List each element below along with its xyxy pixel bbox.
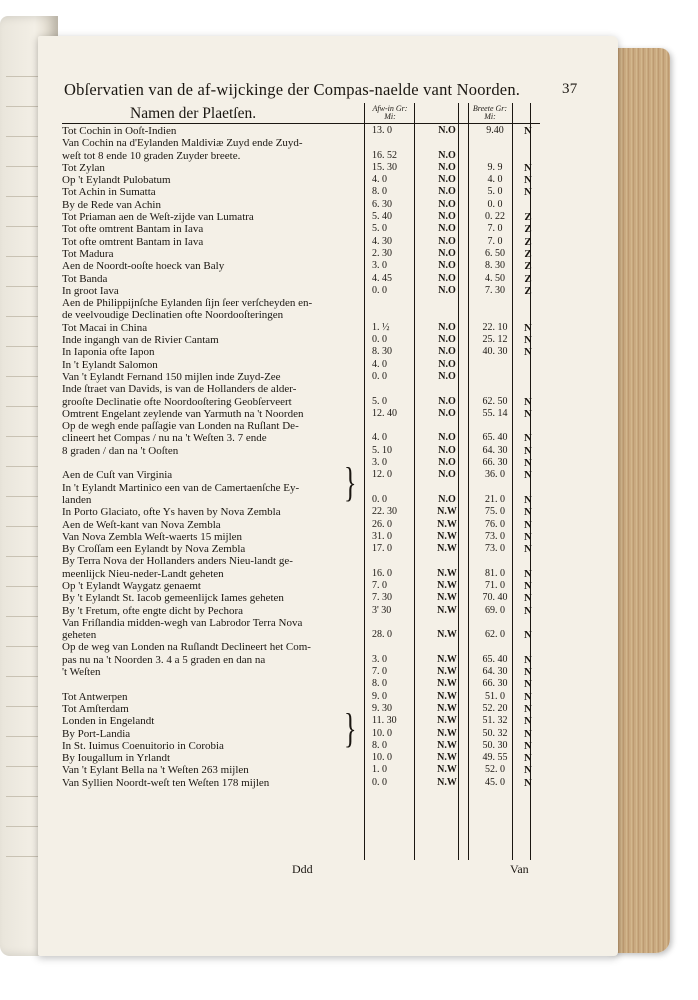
- place-name: geheten: [62, 629, 97, 642]
- brace-ruslandt: }: [344, 705, 357, 752]
- latitude-value: 6. 50: [485, 247, 505, 259]
- hemisphere-value: N: [524, 334, 532, 347]
- latitude-value: 62. 50: [482, 395, 508, 407]
- table-row: [62, 592, 542, 604]
- table-row: [62, 260, 542, 272]
- place-name: Tot Achin in Sumatta: [62, 186, 156, 199]
- place-name: In Porto Glaciato, ofte Ys haven by Nova Zembla: [62, 506, 281, 519]
- table-row: [62, 752, 542, 764]
- latitude-value: 5. 0: [487, 186, 503, 198]
- direction-value: N.W: [437, 506, 457, 518]
- hemisphere-value: N: [524, 321, 532, 334]
- table-row: [62, 543, 542, 555]
- direction-value: N.O: [438, 247, 456, 259]
- direction-value: N.W: [437, 678, 457, 690]
- place-name: Omtrent Engelant zeylende van Yarmuth na 't Noorden: [62, 407, 304, 420]
- latitude-value: 65. 40: [482, 653, 508, 665]
- place-name: Aen de Philippijnſche Eylanden ſijn ſeer verſcheyden en-: [62, 297, 313, 310]
- declination-value: 13. 0: [372, 125, 392, 136]
- direction-value: N.W: [437, 715, 457, 727]
- hemisphere-value: N: [524, 739, 532, 752]
- table-row: [62, 174, 542, 186]
- table-row: [62, 703, 542, 715]
- declination-value: 31. 0: [372, 530, 392, 542]
- hemisphere-value: N: [524, 432, 532, 445]
- latitude-value: 62. 0: [485, 629, 505, 641]
- table-row: [62, 568, 542, 580]
- declination-value: 9. 0: [372, 690, 387, 702]
- direction-value: N.O: [438, 358, 456, 370]
- page-block-edge: [610, 48, 670, 953]
- latitude-value: 66. 30: [482, 678, 508, 690]
- place-name: By 't Eylandt St. Iacob gemeenlijck Iames geheten: [62, 592, 284, 605]
- place-name: By Croſſam een Eylandt by Nova Zembla: [62, 543, 246, 556]
- hemisphere-value: Z: [524, 235, 532, 248]
- direction-value: N.O: [438, 174, 456, 186]
- table-row: [62, 371, 542, 383]
- table-row: [62, 199, 542, 211]
- declination-value: 10. 0: [372, 727, 392, 739]
- latitude-value: 64. 30: [482, 444, 508, 456]
- latitude-value: 36. 0: [485, 469, 505, 481]
- declination-value: 4. 45: [372, 272, 392, 284]
- declination-value: 26. 0: [372, 518, 392, 530]
- latitude-value: 75. 0: [485, 506, 505, 518]
- page-number: 37: [562, 81, 578, 97]
- place-name: Tot Cochin in Ooſt-Indien: [62, 125, 177, 137]
- place-name: In 't Eylandt Salomon: [62, 358, 158, 371]
- table-row: [62, 506, 542, 518]
- table-row: [62, 740, 542, 752]
- table-row: [62, 629, 542, 641]
- latitude-value: 49. 55: [482, 752, 508, 764]
- hemisphere-value: N: [524, 493, 532, 506]
- hemisphere-value: N: [524, 346, 532, 359]
- hemisphere-value: N: [524, 629, 532, 642]
- direction-value: N.O: [438, 284, 456, 296]
- declination-value: 4. 0: [372, 432, 387, 444]
- declination-value: 16. 52: [372, 149, 397, 161]
- hemisphere-value: Z: [524, 260, 532, 273]
- declination-value: 12. 0: [372, 469, 392, 481]
- table-row: [62, 605, 542, 617]
- place-name: In Iaponia ofte Iapon: [62, 346, 155, 359]
- latitude-value: 52. 0: [485, 764, 505, 776]
- place-name: By Iougallum in Yrlandt: [62, 752, 171, 765]
- place-name: 8 graden / dan na 't Ooſten: [62, 444, 179, 457]
- latitude-value: 7. 0: [487, 223, 503, 235]
- direction-value: N.W: [437, 518, 457, 530]
- hemisphere-value: N: [524, 174, 532, 187]
- place-name: de veelvoudige Declinatien ofte Noordooſteringen: [62, 309, 284, 322]
- declination-value: 4. 30: [372, 235, 392, 247]
- latitude-value: 70. 40: [482, 592, 508, 604]
- declination-value: 1. 0: [372, 764, 387, 776]
- hemisphere-value: N: [524, 653, 532, 666]
- declination-value: 5. 0: [372, 395, 387, 407]
- direction-value: N.W: [437, 604, 457, 616]
- table-row: [62, 334, 542, 346]
- direction-value: N.W: [437, 764, 457, 776]
- hemisphere-value: N: [524, 543, 532, 556]
- declination-value: 5. 0: [372, 223, 387, 235]
- signature-mark: Ddd: [292, 862, 313, 876]
- latitude-value: 55. 14: [482, 407, 508, 419]
- direction-value: N.O: [438, 186, 456, 198]
- place-name: Inde ingangh van de Rivier Cantam: [62, 334, 219, 347]
- place-name: By de Rede van Achin: [62, 198, 161, 211]
- table-row: [62, 666, 542, 678]
- table-row: [62, 641, 542, 653]
- declination-value: 0. 0: [372, 334, 387, 346]
- direction-value: N.W: [437, 530, 457, 542]
- place-name: Aen de Weſt-kant van Nova Zembla: [62, 518, 221, 531]
- hemisphere-value: N: [524, 506, 532, 519]
- table-row: [62, 162, 542, 174]
- table-row: [62, 715, 542, 727]
- declination-value: 6. 30: [372, 198, 392, 210]
- place-name: Van 't Eylandt Fernand 150 mijlen inde Zuyd-Zee: [62, 370, 281, 383]
- table-row: [62, 137, 542, 149]
- direction-value: N.W: [437, 592, 457, 604]
- table-row: [62, 125, 542, 137]
- table-row: [62, 469, 542, 481]
- declination-value: 3. 0: [372, 457, 387, 469]
- direction-value: N.W: [437, 752, 457, 764]
- declination-value: 3. 0: [372, 260, 387, 272]
- declination-value: 8. 0: [372, 186, 387, 198]
- place-name: Tot Banda: [62, 272, 108, 285]
- place-name: Tot Priaman aen de Weſt-zijde van Lumatra: [62, 211, 254, 224]
- latitude-value: 52. 20: [482, 702, 508, 714]
- place-name: Van Friſlandia midden-wegh van Labrodor Terra Nova: [62, 616, 303, 629]
- place-name: By Port-Landia: [62, 727, 131, 740]
- table-row: [62, 186, 542, 198]
- table-row: [62, 432, 542, 444]
- place-name: 't Weſten: [62, 666, 101, 679]
- declination-value: 4. 0: [372, 358, 387, 370]
- hemisphere-value: N: [524, 678, 532, 691]
- table-row: [62, 580, 542, 592]
- declination-value: 7. 0: [372, 579, 387, 591]
- hemisphere-value: N: [524, 592, 532, 605]
- table-row: [62, 445, 542, 457]
- hemisphere-value: N: [524, 752, 532, 765]
- latitude-value: 81. 0: [485, 567, 505, 579]
- hemisphere-value: N: [524, 518, 532, 531]
- hemisphere-value: N: [524, 666, 532, 679]
- latitude-value: 9.40: [486, 125, 504, 136]
- declination-value: 0. 0: [372, 284, 387, 296]
- direction-value: N.O: [438, 346, 456, 358]
- latitude-value: 4. 50: [485, 272, 505, 284]
- latitude-value: 51. 32: [482, 715, 508, 727]
- declination-value: 8. 0: [372, 678, 387, 690]
- direction-value: N.O: [438, 223, 456, 235]
- declination-value: 3' 30: [372, 604, 392, 616]
- latitude-value: 66. 30: [482, 457, 508, 469]
- table-row: [62, 383, 542, 395]
- hemisphere-value: N: [524, 444, 532, 457]
- table-row: [62, 691, 542, 703]
- direction-value: N.O: [438, 493, 456, 505]
- place-name: clineert het Compas / nu na 't Weſten 3. 7 ende: [62, 432, 267, 445]
- direction-value: N.O: [438, 321, 456, 333]
- table-row: [62, 408, 542, 420]
- declination-value: 15. 30: [372, 161, 397, 173]
- latitude-value: 8. 30: [485, 260, 505, 272]
- table-row: [62, 654, 542, 666]
- running-header: [64, 80, 584, 100]
- direction-value: N.O: [438, 444, 456, 456]
- hemisphere-value: N: [524, 469, 532, 482]
- declination-value: 17. 0: [372, 543, 392, 555]
- place-name: Tot Madura: [62, 247, 114, 260]
- direction-value: N.O: [438, 457, 456, 469]
- hemisphere-value: Z: [524, 211, 532, 224]
- place-name: By 't Fretum, ofte engte dicht by Pechora: [62, 604, 243, 617]
- hemisphere-value: N: [524, 530, 532, 543]
- hemisphere-value: Z: [524, 223, 532, 236]
- table-row: [62, 236, 542, 248]
- hemisphere-value: N: [524, 395, 532, 408]
- place-name: Tot Amſterdam: [62, 702, 129, 715]
- direction-value: N.W: [437, 776, 457, 788]
- place-name: Op 't Eylandt Pulobatum: [62, 174, 171, 187]
- table-row: [62, 678, 542, 690]
- latitude-value: 21. 0: [485, 493, 505, 505]
- table-row: [62, 519, 542, 531]
- names-column-heading: Namen der Plaetſen.: [130, 105, 257, 122]
- declination-value: 2. 30: [372, 247, 392, 259]
- latitude-value: 0. 22: [485, 211, 505, 223]
- direction-value: N.O: [438, 370, 456, 382]
- place-name: Op de wegh ende paſſagie van Londen na Ruſlant De-: [62, 420, 299, 433]
- hemisphere-value: N: [524, 604, 532, 617]
- direction-value: N.O: [438, 432, 456, 444]
- direction-value: N.O: [438, 125, 456, 136]
- direction-value: N.W: [437, 739, 457, 751]
- place-name: Van Syllien Noordt-weſt ten Weſten 178 mijlen: [62, 776, 270, 789]
- hemisphere-value: N: [524, 702, 532, 715]
- place-name: Op de weg van Londen na Ruſlandt Declineert het Com-: [62, 641, 311, 654]
- latitude-value: 73. 0: [485, 530, 505, 542]
- direction-value: N.W: [437, 629, 457, 641]
- hemisphere-value: N: [524, 776, 532, 789]
- place-name: Van Cochin na d'Eylanden Maldiviæ Zuyd ende Zuyd-: [62, 137, 303, 150]
- place-name: In St. Iuimus Coenuitorio in Corobia: [62, 739, 224, 752]
- direction-value: N.O: [438, 407, 456, 419]
- latitude-value: 51. 0: [485, 690, 505, 702]
- table-row: [62, 359, 542, 371]
- hemisphere-value: Z: [524, 284, 532, 297]
- declination-column-heading: Afw-in Gr: Mi:: [372, 104, 408, 121]
- place-name: Londen in Engelandt: [62, 715, 155, 728]
- place-name: By Terra Nova der Hollanders anders Nieu-landt ge-: [62, 555, 293, 568]
- hemisphere-value: N: [524, 579, 532, 592]
- hemisphere-value: N: [524, 567, 532, 580]
- declination-value: 4. 0: [372, 174, 387, 186]
- table-row: [62, 285, 542, 297]
- direction-value: N.O: [438, 198, 456, 210]
- brace-ruslant: }: [344, 459, 357, 506]
- header-title: Obſervatien van de af-wijckinge der Compas-naelde vant Noorden.: [64, 80, 521, 99]
- latitude-value: 40. 30: [482, 346, 508, 358]
- latitude-value: 7. 0: [487, 235, 503, 247]
- declination-value: 10. 0: [372, 752, 392, 764]
- table-row: [62, 531, 542, 543]
- latitude-value: 65. 40: [482, 432, 508, 444]
- table-row: [62, 346, 542, 358]
- direction-value: N.W: [437, 579, 457, 591]
- direction-value: N.O: [438, 334, 456, 346]
- declination-value: 8. 30: [372, 346, 392, 358]
- direction-value: N.O: [438, 149, 456, 161]
- declination-value: 3. 0: [372, 653, 387, 665]
- place-name: In groot Iava: [62, 284, 119, 297]
- table-row: [62, 150, 542, 162]
- place-name: Van 't Eylant Bella na 't Weſten 263 mijlen: [62, 764, 249, 777]
- direction-value: N.W: [437, 690, 457, 702]
- direction-value: N.W: [437, 567, 457, 579]
- place-name: pas nu na 't Noorden 3. 4 a 5 graden en dan na: [62, 653, 266, 666]
- declination-value: 1. ½: [372, 321, 390, 333]
- place-name: weſt tot 8 ende 10 graden Zuyder breete.: [62, 149, 241, 162]
- hemisphere-value: N: [524, 690, 532, 703]
- table-row: [62, 764, 542, 776]
- hemisphere-value: N: [524, 161, 532, 174]
- latitude-value: 4. 0: [487, 174, 503, 186]
- latitude-value: 25. 12: [482, 334, 508, 346]
- direction-value: N.O: [438, 272, 456, 284]
- hemisphere-value: N: [524, 727, 532, 740]
- latitude-value: 64. 30: [482, 666, 508, 678]
- table-row: [62, 309, 542, 321]
- hemisphere-value: N: [524, 715, 532, 728]
- table-row: [62, 248, 542, 260]
- table-row: [62, 617, 542, 629]
- table-row: [62, 396, 542, 408]
- declination-value: 7. 0: [372, 666, 387, 678]
- place-name: Aen de Noordt-ooſte hoeck van Baly: [62, 260, 225, 273]
- place-name: In 't Eylandt Martinico een van de Camertaenſche Ey-: [62, 481, 300, 494]
- hemisphere-value: N: [524, 457, 532, 470]
- direction-value: N.O: [438, 260, 456, 272]
- declination-value: 0. 0: [372, 776, 387, 788]
- direction-value: N.O: [438, 161, 456, 173]
- table-row: [62, 420, 542, 432]
- declination-value: 0. 0: [372, 370, 387, 382]
- direction-value: N.W: [437, 727, 457, 739]
- place-name: Inde ſtraet van Davids, is van de Hollanders de alder-: [62, 383, 297, 396]
- table-row: [62, 482, 542, 494]
- declination-value: 5. 10: [372, 444, 392, 456]
- table-row: [62, 273, 542, 285]
- declination-value: 11. 30: [372, 715, 397, 727]
- hemisphere-value: N: [524, 125, 532, 137]
- hemisphere-value: Z: [524, 272, 532, 285]
- direction-value: N.O: [438, 211, 456, 223]
- place-name: Tot Antwerpen: [62, 690, 128, 703]
- latitude-value: 76. 0: [485, 518, 505, 530]
- table-row: [62, 555, 542, 567]
- direction-value: N.W: [437, 702, 457, 714]
- place-name: meenlijck Nieu-neder-Landt geheten: [62, 567, 224, 580]
- latitude-value: 69. 0: [485, 604, 505, 616]
- latitude-value: 71. 0: [485, 579, 505, 591]
- place-name: grooſte Declinatie ofte Noordooſtering Geobſerveert: [62, 395, 292, 408]
- table-row: [62, 494, 542, 506]
- place-name: Tot Zylan: [62, 161, 105, 174]
- declination-value: 9. 30: [372, 702, 392, 714]
- hemisphere-value: N: [524, 186, 532, 199]
- hemisphere-value: N: [524, 764, 532, 777]
- place-name: Van Nova Zembla Weſt-waerts 15 mijlen: [62, 530, 243, 543]
- table-row: [62, 211, 542, 223]
- declination-value: 5. 40: [372, 211, 392, 223]
- declination-value: 7. 30: [372, 592, 392, 604]
- direction-value: N.W: [437, 653, 457, 665]
- place-name: landen: [62, 493, 92, 506]
- table-row: [62, 728, 542, 740]
- declination-value: 16. 0: [372, 567, 392, 579]
- latitude-value: 50. 30: [482, 739, 508, 751]
- latitude-value: 45. 0: [485, 776, 505, 788]
- latitude-value: 0. 0: [487, 198, 503, 210]
- place-name: Aen de Cuſt van Virginia: [62, 469, 173, 482]
- direction-value: N.O: [438, 395, 456, 407]
- declination-value: 28. 0: [372, 629, 392, 641]
- declination-value: 8. 0: [372, 739, 387, 751]
- table-row: [62, 777, 542, 789]
- hemisphere-value: Z: [524, 247, 532, 260]
- hemisphere-value: N: [524, 407, 532, 420]
- table-row: [62, 223, 542, 235]
- latitude-column-heading: Breete Gr: Mi:: [472, 104, 508, 121]
- latitude-value: 73. 0: [485, 543, 505, 555]
- place-name: Tot ofte omtrent Bantam in Iava: [62, 223, 204, 236]
- latitude-value: 9. 9: [487, 161, 503, 173]
- latitude-value: 50. 32: [482, 727, 508, 739]
- declination-value: 12. 40: [372, 407, 397, 419]
- direction-value: N.W: [437, 666, 457, 678]
- direction-value: N.O: [438, 469, 456, 481]
- latitude-value: 7. 30: [485, 284, 505, 296]
- direction-value: N.O: [438, 235, 456, 247]
- catchword: Van: [510, 862, 529, 876]
- observation-table: [62, 125, 542, 789]
- direction-value: N.W: [437, 543, 457, 555]
- place-name: Tot Macai in China: [62, 321, 148, 334]
- table-row: [62, 297, 542, 309]
- table-row: [62, 322, 542, 334]
- table-row: [62, 457, 542, 469]
- place-name: Op 't Eylandt Waygatz genaemt: [62, 579, 201, 592]
- place-name: Tot ofte omtrent Bantam in Iava: [62, 235, 204, 248]
- declination-value: 0. 0: [372, 493, 387, 505]
- declination-value: 22. 30: [372, 506, 397, 518]
- latitude-value: 22. 10: [482, 321, 508, 333]
